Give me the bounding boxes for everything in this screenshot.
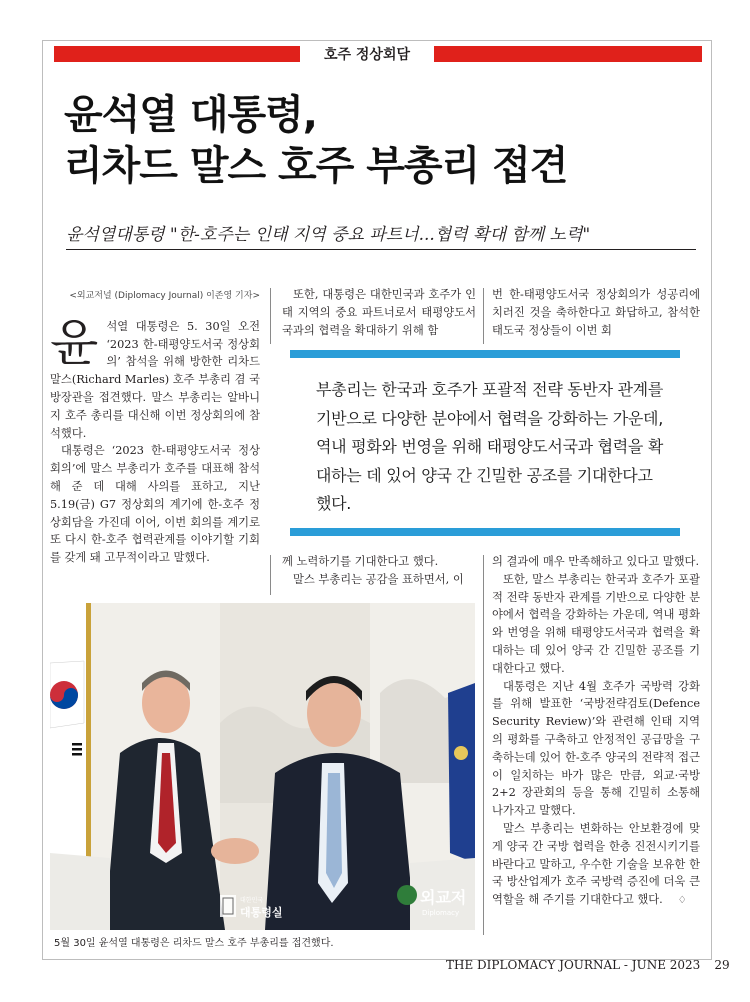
paragraph-text: 말스 부총리는 변화하는 안보환경에 맞게 양국 간 국방 협력을 한층 진전시키기를 바란다고 말하고, 우수한 기술을 보유한 한국 방산업계가 호주 국방력 증진에 더욱 큰 역할을 해 주기를 기대한다고 했다. (492, 821, 700, 907)
footer-journal: THE DIPLOMACY JOURNAL - JUNE 2023 (446, 958, 701, 972)
photo-logo-journal: 외교저 (420, 888, 467, 907)
pull-quote-bottom-bar (290, 528, 680, 536)
photo-illustration (50, 603, 475, 930)
pull-quote (290, 350, 680, 536)
page-footer (446, 958, 730, 972)
page-number: 29 (714, 958, 730, 972)
paragraph: 또한, 대통령은 대한민국과 호주가 인태 지역의 중요 파트너로서 태평양도서국과의 협력을 확대하기 위해 함 (282, 288, 476, 337)
headline (64, 90, 704, 192)
paragraph-lead (50, 313, 260, 443)
section-label: 호주 정상회담 (300, 42, 434, 68)
column-2-top (282, 286, 476, 339)
photo-logo-president-top: 대한민국 (240, 897, 264, 904)
column-divider (483, 555, 484, 935)
paragraph: 께 노력하기를 기대한다고 했다. (282, 555, 439, 568)
column-2-bottom (282, 553, 476, 589)
column-divider (270, 555, 271, 595)
pull-quote-text: 부총리는 한국과 호주가 포괄적 전략 동반자 관계를 기반으로 다양한 분야에서 협력을 강화하는 가운데, 역내 평화와 번영을 위해 태평양도서국과 협력을 확대하는 데 있어 양국 간 긴밀한 공조를 기대한다고 했다. (316, 380, 663, 514)
column-3-top (492, 286, 700, 339)
paragraph: 말스 부총리는 공감을 표하면서, 이 (293, 572, 464, 586)
photo-caption: 5월 30일 윤석열 대통령은 리차드 말스 호주 부총리를 접견했다. (54, 938, 334, 949)
lead-text: 석열 대통령은 5. 30일 오전 ‘2023 한-태평양도서국 정상회의’ 참석을 위해 방한한 리차드 말스(Richard Marles) 호주 부총리 겸 국방장관을 접견했다. 말스 부총리는 알바니지 호주 총리를 대신해 이번 정상회의에 참석했다. (50, 319, 260, 440)
paragraph (492, 820, 700, 910)
paragraph: 의 결과에 매우 만족해하고 있다고 말했다. (492, 555, 700, 568)
meeting-photo (50, 603, 475, 930)
photo-logo-president: 대통령실 (240, 906, 283, 919)
headline-line-1: 윤석열 대통령, (64, 92, 317, 138)
paragraph: 또한, 말스 부총리는 한국과 호주가 포괄적 전략 동반자 관계를 기반으로 다양한 분야에서 협력을 강화하는 가운데, 역내 평화와 번영을 위해 태평양도서국과 협력을 확대하는 데 있어 양국 간 긴밀한 공조를 기대한다고 했다. (492, 572, 700, 675)
column-divider (270, 288, 271, 344)
column-3-bottom (492, 553, 700, 910)
paragraph: 번 한-태평양도서국 정상회의가 성공리에 치러진 것을 축하한다고 화답하고, 참석한 태도국 정상들이 이번 회 (492, 288, 700, 337)
headline-line-2: 리차드 말스 호주 부총리 접견 (64, 143, 568, 189)
drop-cap: 윤 (50, 313, 99, 372)
pull-quote-top-bar (290, 350, 680, 358)
byline: <외교저널 (Diplomacy Journal) 이존영 기자> (69, 291, 260, 301)
paragraph: 대통령은 ‘2023 한-태평양도서국 정상회의’에 말스 부총리가 호주를 대표해 참석해 준 데 대해 사의를 표하고, 지난 5.19(금) G7 정상회의 계기에 한-호주 정상회담을 가진데 이어, 이번 회의를 계기로 또 다시 한-호주 협력관계를 이야기할 기회를 갖게 돼 고무적이라고 말했다. (50, 444, 260, 565)
subtitle: 윤석열대통령 "한-호주는 인태 지역 중요 파트너...협력 확대 함께 노력" (66, 220, 696, 250)
column-divider (483, 288, 484, 344)
end-mark-icon: ♢ (677, 895, 687, 907)
photo-logo-journal-sub: Diplomacy (422, 909, 460, 917)
column-1 (50, 288, 260, 567)
paragraph: 대통령은 지난 4월 호주가 국방력 강화를 위해 발표한 ‘국방전략검토(Defence Security Review)’와 관련해 인태 지역의 평화를 구축하고 안정적인 공급망을 구축하는데 있어 한-호주 양국의 전략적 접근이 일치하는 바가 많은 만큼, 외교·국방 2+2 장관회의 등을 통해 긴밀히 소통해 나가자고 말했다. (492, 679, 700, 818)
